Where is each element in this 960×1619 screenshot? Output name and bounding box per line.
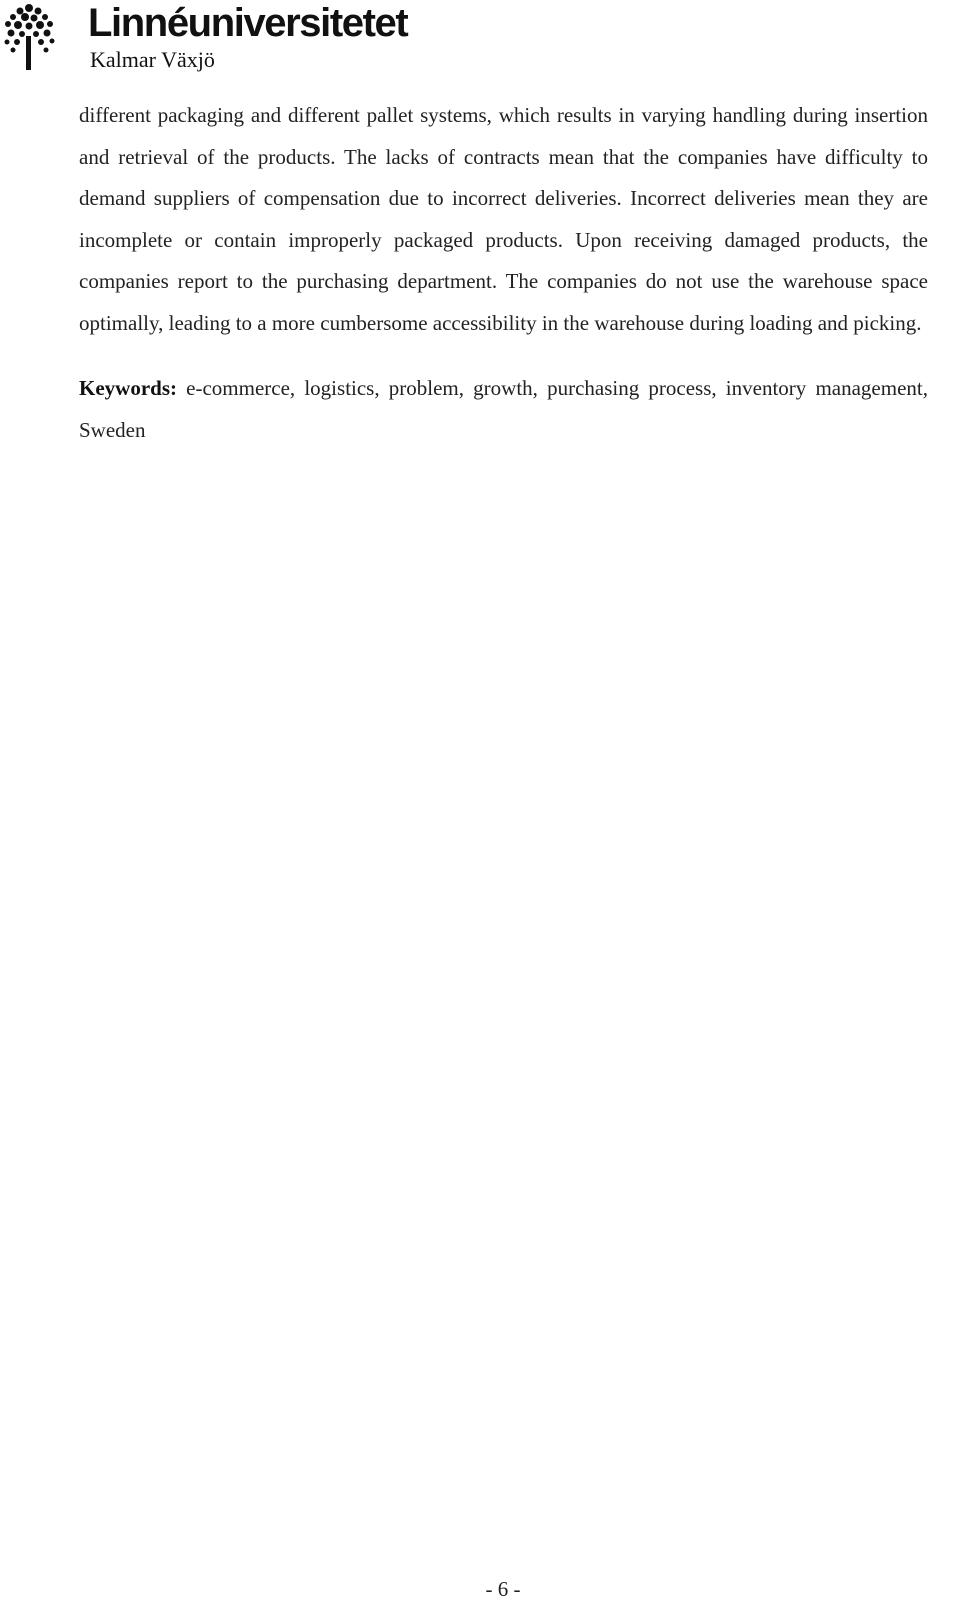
page-header [0,0,520,84]
page-content [79,95,928,451]
logo-wordmark: Linnéuniversitetet [88,1,408,45]
body-paragraph: different packaging and different pallet systems, which results in varying handling during insertion and retrieval of the products. The lacks of contracts mean that the companies have difficulty to demand suppliers of compensation due to incorrect deliveries. Incorrect deliveries mean they are incomplete or contain improperly packaged products. Upon receiving damaged products, the companies report to the purchasing department. The companies do not use the warehouse space optimally, leading to a more cumbersome accessibility in the warehouse during loading and picking. [79,103,928,335]
keywords-text: e-commerce, logistics, problem, growth, purchasing process, inventory management, Sweden [79,376,928,442]
keywords-label: Keywords: [79,376,177,400]
tree-icon [2,2,58,72]
logo-subtitle: Kalmar Växjö [90,47,215,72]
keywords-line [79,368,928,451]
page-number: - 6 - [485,1577,521,1601]
